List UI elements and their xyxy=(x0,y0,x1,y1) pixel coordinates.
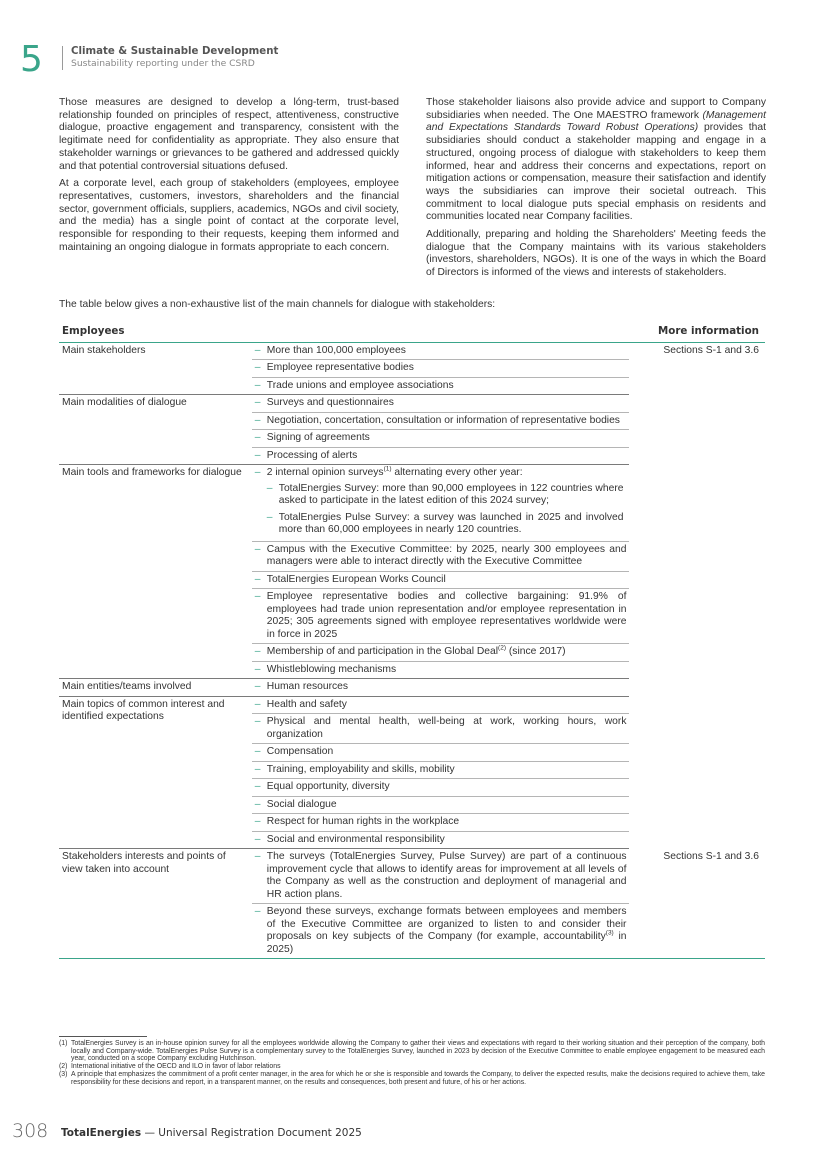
list-item: – Processing of alerts xyxy=(252,447,630,465)
list-item: – Social dialogue xyxy=(252,796,630,814)
row-label: Main modalities of dialogue xyxy=(59,395,252,465)
list-item: – TotalEnergies European Works Council xyxy=(252,571,630,589)
list-item: – Social and environmental responsibility xyxy=(252,831,630,849)
list-item: – More than 100,000 employees xyxy=(252,343,630,360)
list-item: – Employee representative bodies xyxy=(252,359,630,377)
list-item: – Respect for human rights in the workplace xyxy=(252,813,630,831)
maestro-definition: (Management and Expectations Standards Toward Robust Operations) xyxy=(426,109,766,134)
table-intro: The table below gives a non-exhaustive list of the main channels for dialogue with stakeholders: xyxy=(59,299,496,310)
row-items xyxy=(252,395,630,465)
list-item: – Training, employability and skills, mobility xyxy=(252,761,630,779)
footnote: (1) TotalEnergies Survey is an in-house opinion survey for all the employees worldwide allowing the Company to gather their views and expectations with regard to their working situation and their perception of the company, both locally and Company-wide. TotalEnergies Pulse Survey is a complementary survey to the TotalEnergies Survey, launched in 2023 by decision of the Executive Committee to enable employee engagement to be measured each year, conducted on a scope Company excluding Hutchinson. xyxy=(59,1040,765,1063)
brand-name: TotalEnergies xyxy=(61,1127,142,1139)
stakeholder-dialogue-table xyxy=(59,321,765,959)
paragraph: Additionally, preparing and holding the Shareholders' Meeting feeds the dialogue that the Company maintains with its various stakeholders (investors, shareholders, NGOs). It is one of the ways in which the Board of Directors is informed of the views and interests of stakeholders. xyxy=(426,229,766,279)
list-item: – Employee representative bodies and collective bargaining: 91.9% of employees had trade union representation and/or employee representation in 2025; 305 agreements signed with employee representatives worldwide were in force in 2025 xyxy=(252,588,630,643)
page-number: 308 xyxy=(12,1120,49,1142)
list-item: – Campus with the Executive Committee: by 2025, nearly 300 employees and managers were able to interact directly with the Executive Committee xyxy=(252,541,630,571)
footnote-ref: (3) xyxy=(605,929,614,937)
list-item: – 2 internal opinion surveys$^{(1)}$ alternating every other year: – TotalEnergies Survey: more than 90,000 employees in 122 countries where asked to participate in the latest edition of this 2024 survey; – TotalEnergies Pulse Survey: a survey was launched in 2025 and involved more than 60,000 employees in nearly 120 countries. xyxy=(252,465,630,541)
row-items xyxy=(252,342,630,395)
list-item: – Negotiation, concertation, consultation or information of representative bodies xyxy=(252,412,630,430)
list-item: – Beyond these surveys, exchange formats between employees and members of the Executive Committee are organized to listen to and consider their proposals on key subjects of the Company (for example, accountability$^{(3)}$ in 2025) xyxy=(252,903,630,958)
footnote-ref: (2) xyxy=(498,644,506,652)
footnotes xyxy=(59,1040,765,1086)
list-item: – Whistleblowing mechanisms xyxy=(252,661,630,679)
row-items xyxy=(252,679,630,697)
section-subtitle: Sustainability reporting under the CSRD xyxy=(71,58,255,69)
row-label: Main entities/teams involved xyxy=(59,679,252,697)
list-item: – Membership of and participation in the Global Deal$^{(2)}$ (since 2017) xyxy=(252,643,630,661)
footer-brand xyxy=(61,1127,362,1139)
paragraph: Those stakeholder liaisons also provide advice and support to Company subsidiaries when needed. The One MAESTRO framework (Management and Expectations Standards Toward Robust Operations) provides that subsidiaries should conduct a stakeholder mapping and engage in a structured, ongoing process of dialogue with stakeholders to keep them informed, hear and address their concerns and expectations, report on mitigation actions or compensation, measure their satisfaction and identify ways the subsidiaries can improve their societal outreach. This commitment to local dialogue puts special emphasis on residents and communities located near Company facilities. xyxy=(426,97,766,223)
table-header-more-info: More information xyxy=(629,321,765,342)
list-item: – Health and safety xyxy=(252,697,630,714)
left-text-column xyxy=(59,97,399,259)
list-item: – Surveys and questionnaires xyxy=(252,395,630,412)
paragraph: At a corporate level, each group of stakeholders (employees, employee representatives, customers, investors, shareholders and the financial sector, government officials, suppliers, academics, NGOs and civil society, and the media) has a single point of contact at the corporate level, responsible for responding to their requests, keeping them informed and maintaining an ongoing dialogue in formats appropriate to each concern. xyxy=(59,178,399,253)
more-info-cell: Sections S-1 and 3.6 xyxy=(629,849,765,959)
list-item: – Equal opportunity, diversity xyxy=(252,778,630,796)
list-item: – Physical and mental health, well-being at work, working hours, work organization xyxy=(252,713,630,743)
header-divider xyxy=(62,46,63,70)
table-header-row xyxy=(59,321,765,342)
footnote-divider xyxy=(59,1036,147,1037)
row-items xyxy=(252,696,630,849)
more-info-cell: Sections S-1 and 3.6 xyxy=(663,344,759,356)
list-item: – Human resources xyxy=(252,679,630,696)
right-text-column xyxy=(426,97,766,285)
paragraph: Those measures are designed to develop a lóng-term, trust-based relationship founded on principles of respect, attentiveness, constructive dialogue, proactive engagement and transparency, consistent with the legitimate need for confidentiality as appropriate. They also ensure that stakeholder warnings or grievances to be gathered and addressed quickly and that potential controversial situations defused. xyxy=(59,97,399,172)
table-header-employees: Employees xyxy=(59,321,629,342)
table-row xyxy=(59,849,765,959)
document-title: — Universal Registration Document 2025 xyxy=(141,1127,362,1139)
list-item: – Compensation xyxy=(252,743,630,761)
footnote: (2) International initiative of the OECD and ILO in favor of labor relations xyxy=(59,1063,281,1071)
list-item: – The surveys (TotalEnergies Survey, Pulse Survey) are part of a continuous improvement cycle that allows to identify areas for improvement at all levels of the Company as well as the construction and deployment of managerial and HR action plans. xyxy=(252,849,630,903)
row-items xyxy=(252,849,630,959)
sub-list-item: – TotalEnergies Survey: more than 90,000 employees in 122 countries where asked to participate in the latest edition of this 2024 survey; xyxy=(252,481,627,510)
list-item: – Trade unions and employee associations xyxy=(252,377,630,395)
footnote-ref: (1) xyxy=(383,465,392,473)
row-label: Stakeholders interests and points of view taken into account xyxy=(59,849,252,959)
section-title: Climate & Sustainable Development xyxy=(71,46,279,57)
chapter-number: 5 xyxy=(20,39,43,80)
sub-list-item: – TotalEnergies Pulse Survey: a survey was launched in 2025 and involved more than 60,000 employees in nearly 120 countries. xyxy=(252,510,627,539)
footnote: (3) A principle that emphasizes the commitment of a profit center manager, in the area for which he or she is responsible and towards the Company, to deliver the expected results, make the decisions required to achieve them, take responsibility for these decisions and report, in a transparent manner, on the results and consequences, both present and future, of his or her actions. xyxy=(59,1070,765,1086)
row-label: Main topics of common interest and identified expectations xyxy=(59,696,252,849)
list-item: – Signing of agreements xyxy=(252,429,630,447)
row-label: Main tools and frameworks for dialogue xyxy=(59,465,252,679)
row-items xyxy=(252,465,630,679)
row-label: Main stakeholders xyxy=(59,342,252,395)
table-row xyxy=(59,342,765,395)
